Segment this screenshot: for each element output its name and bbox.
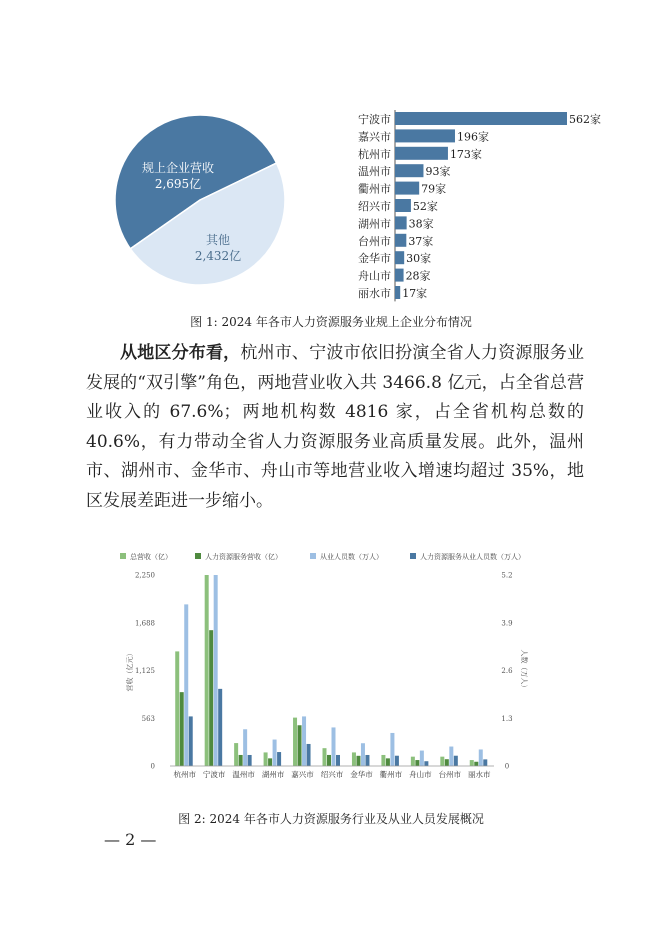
bar-2-8 — [386, 758, 390, 766]
y-left-axis-title: 营收（亿元） — [126, 649, 134, 692]
legend-swatch — [410, 553, 416, 559]
bar-3-9 — [420, 751, 424, 766]
bar-1-6 — [323, 748, 327, 766]
bar-value-label: 17家 — [402, 287, 428, 300]
bar-2-11 — [474, 762, 478, 766]
bar-1-4 — [264, 752, 268, 766]
bar-3-10 — [449, 747, 453, 766]
bar-4-11 — [483, 759, 487, 766]
y-right-tick: 5.2 — [501, 571, 513, 580]
bar-2-6 — [327, 755, 331, 766]
bar-value-label: 30家 — [406, 252, 432, 266]
y-right-tick: 0 — [504, 762, 510, 771]
x-category-label: 衢州市 — [379, 770, 403, 779]
bar-2-4 — [268, 758, 272, 766]
bar-value-label: 79家 — [421, 182, 447, 196]
bar-3-8 — [390, 733, 394, 766]
bar-city-label: 舟山市 — [358, 269, 391, 283]
bar-city-label: 绍兴市 — [358, 200, 391, 213]
y-right-tick: 1.3 — [501, 714, 513, 723]
bar-3-5 — [302, 716, 306, 766]
bar-10 — [395, 269, 404, 282]
page-number: — 2 — — [104, 830, 157, 849]
bar-value-label: 37家 — [408, 234, 434, 248]
bar-value-label: 28家 — [405, 269, 431, 283]
y-left-tick: 1,688 — [134, 619, 155, 628]
bar-3-6 — [332, 727, 336, 766]
bar-4-7 — [365, 755, 369, 766]
bar-4-10 — [454, 756, 458, 766]
bar-2-10 — [445, 759, 449, 766]
bar-2-9 — [415, 760, 419, 766]
bar-3-7 — [361, 743, 365, 766]
x-category-label: 杭州市 — [173, 770, 196, 779]
bar-city-label: 台州市 — [358, 234, 391, 248]
bar-3-2 — [214, 575, 218, 766]
legend-label: 人力资源服务营收（亿） — [205, 553, 282, 561]
bar-9 — [395, 251, 404, 264]
body-paragraph — [86, 339, 584, 516]
legend-swatch — [310, 553, 316, 559]
bar-value-label: 196家 — [456, 130, 489, 144]
x-category-label: 丽水市 — [468, 770, 491, 779]
bar-value-label: 562家 — [569, 113, 601, 126]
y-left-tick: 1,125 — [134, 667, 155, 675]
x-category-label: 舟山市 — [409, 770, 432, 779]
bar-4-9 — [424, 761, 428, 766]
bar-8 — [395, 234, 406, 247]
bar-value-label: 93家 — [425, 165, 451, 179]
bar-1-11 — [470, 760, 474, 766]
bar-2-2 — [209, 630, 213, 766]
enterprise-count-bar-chart — [320, 108, 640, 308]
bar-4-1 — [189, 716, 193, 766]
y-right-tick: 2.6 — [501, 667, 513, 675]
bar-city-label: 宁波市 — [358, 113, 391, 126]
y-right-tick: 3.9 — [501, 619, 513, 628]
x-category-label: 宁波市 — [202, 770, 226, 779]
bar-city-label: 衢州市 — [358, 182, 391, 196]
legend-label: 从业人员数（万人） — [320, 553, 383, 561]
bar-value-label: 52家 — [412, 200, 438, 213]
bar-city-label: 金华市 — [358, 252, 391, 266]
bar-2-7 — [356, 756, 360, 766]
bar-4-6 — [336, 755, 340, 766]
bar-3 — [395, 147, 448, 160]
y-left-tick: 0 — [150, 762, 155, 771]
x-category-label: 嘉兴市 — [291, 770, 314, 779]
bar-4-3 — [248, 755, 252, 766]
bar-2-1 — [180, 692, 184, 766]
bar-2 — [395, 129, 455, 142]
revenue-pie-chart — [100, 100, 300, 300]
bar-4-4 — [277, 752, 281, 766]
bar-city-label: 温州市 — [358, 165, 391, 179]
bar-3-11 — [479, 749, 483, 766]
bar-4 — [395, 164, 423, 177]
legend-label: 人力资源服务从业人员数（万人） — [420, 553, 525, 561]
bar-2-5 — [298, 725, 302, 766]
pie-value-large-enterprise: 2,695亿 — [154, 177, 202, 191]
bar-3-3 — [243, 729, 247, 766]
bar-1 — [395, 112, 567, 125]
legend-swatch — [120, 553, 126, 559]
x-category-label: 绍兴市 — [320, 770, 344, 779]
bar-5 — [395, 182, 419, 195]
legend-label: 总营收（亿） — [130, 553, 172, 561]
bar-1-2 — [205, 575, 209, 766]
bar-4-8 — [395, 756, 399, 766]
bar-6 — [395, 199, 411, 212]
bar-3-4 — [273, 740, 277, 766]
x-category-label: 温州市 — [232, 770, 255, 779]
bar-value-label: 38家 — [408, 217, 434, 231]
bar-1-7 — [352, 752, 356, 766]
figure-1-caption: 图 1: 2024 年各市人力资源服务业规上企业分布情况 — [190, 315, 472, 329]
bar-city-label: 杭州市 — [358, 147, 391, 161]
x-category-label: 台州市 — [438, 770, 462, 779]
bar-value-label: 173家 — [449, 147, 482, 161]
bar-1-9 — [411, 757, 415, 766]
paragraph-body: 杭州市、宁波市依旧扮演全省人力资源服务业发展的“双引擎”角色，两地营业收入共 3466.8 亿元，占全省总营业收入的 67.6%；两地机构数 4816 家，占全省机构总数的 40.6%，有力带动全省人力资源服务业高质量发展。此外，温州市、湖州市、金华市、舟山市等地营业收入增速均超过 35%，地区发展差距进一步缩小。 — [86, 343, 585, 511]
bar-2-3 — [239, 755, 243, 766]
bar-1-5 — [293, 718, 297, 766]
pie-value-other: 2,432亿 — [194, 249, 242, 263]
bar-4-2 — [218, 689, 222, 766]
pie-label-large-enterprise: 规上企业营收 — [141, 161, 215, 175]
bar-city-label: 嘉兴市 — [358, 130, 391, 144]
bar-7 — [395, 216, 407, 229]
bar-1-1 — [175, 651, 179, 766]
bar-1-3 — [234, 743, 238, 766]
city-revenue-staff-bar-chart — [110, 545, 560, 785]
paragraph-lead: 从地区分布看， — [120, 343, 241, 363]
y-left-tick: 2,250 — [134, 571, 155, 580]
bar-11 — [395, 286, 400, 299]
legend-swatch — [195, 553, 201, 559]
bar-1-10 — [440, 757, 444, 766]
y-left-tick: 563 — [141, 714, 155, 723]
bar-city-label: 丽水市 — [358, 287, 391, 300]
x-category-label: 金华市 — [350, 770, 373, 779]
x-category-label: 湖州市 — [261, 770, 285, 779]
figure-2-caption: 图 2: 2024 年各市人力资源服务行业及从业人员发展概况 — [178, 812, 484, 826]
bar-1-8 — [381, 755, 385, 766]
pie-label-other: 其他 — [205, 233, 231, 247]
bar-4-5 — [307, 744, 311, 766]
bar-3-1 — [184, 604, 188, 766]
y-right-axis-title: 人数（万人） — [520, 649, 528, 692]
bar-city-label: 湖州市 — [358, 217, 391, 231]
